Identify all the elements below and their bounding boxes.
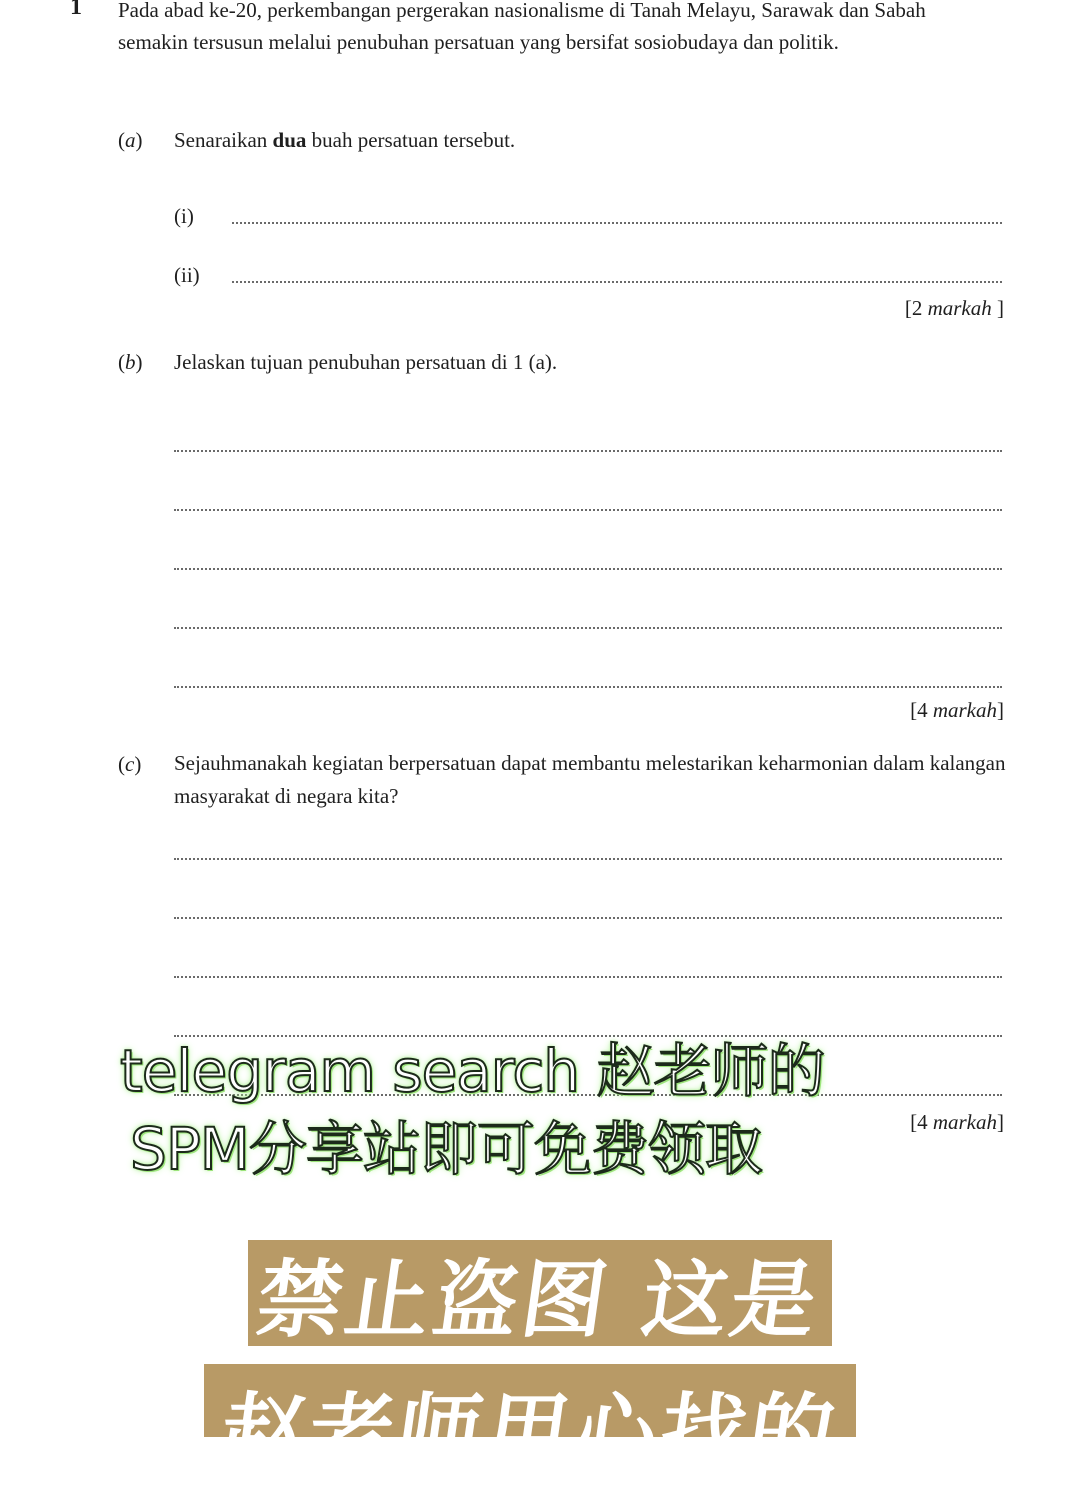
answer-line-b-3[interactable] — [174, 568, 1002, 570]
answer-line-c-2[interactable] — [174, 917, 1002, 919]
question-number: 1 — [70, 0, 82, 20]
telegram-overlay-line1: telegram search 赵老师的 — [120, 1037, 825, 1105]
part-a-question: Senaraikan dua buah persatuan tersebut. — [174, 128, 516, 152]
part-c-marks: [4 markah] — [910, 1110, 1004, 1134]
part-a-sub-i-label: (i) — [174, 204, 194, 228]
watermark-banner-1: 禁止盗图 这是 — [248, 1240, 832, 1346]
telegram-overlay-line2: SPM分享站即可免费领取 — [130, 1115, 762, 1183]
answer-line-a-i[interactable] — [232, 222, 1002, 224]
part-a-marks: [2 markah ] — [904, 296, 1004, 320]
answer-line-b-2[interactable] — [174, 509, 1002, 511]
question-stem: Pada abad ke-20, perkembangan pergerakan nasionalisme di Tanah Melayu, Sarawak dan Sabah semakin tersusun melalui penubuhan persatuan yang bersifat sosiobudaya dan politik. — [118, 0, 926, 54]
part-b-label: (b) — [118, 350, 143, 374]
answer-line-b-4[interactable] — [174, 627, 1002, 629]
answer-line-a-ii[interactable] — [232, 281, 1002, 283]
part-a-label: (a) — [118, 128, 143, 152]
part-b-marks: [4 markah] — [910, 698, 1004, 722]
part-b-question: Jelaskan tujuan penubuhan persatuan di 1 (a). — [174, 350, 558, 374]
watermark-banner-2: 赵老师用心找的 — [204, 1364, 856, 1437]
answer-line-c-3[interactable] — [174, 976, 1002, 978]
part-c-question: Sejauhmanakah kegiatan berpersatuan dapat membantu melestarikan keharmonian dalam kalangan masyarakat di negara kita? — [174, 751, 1006, 808]
answer-line-b-5[interactable] — [174, 686, 1002, 688]
part-c-label: (c) — [118, 752, 142, 776]
answer-line-c-1[interactable] — [174, 858, 1002, 860]
part-a-sub-ii-label: (ii) — [174, 263, 200, 287]
answer-line-b-1[interactable] — [174, 450, 1002, 452]
